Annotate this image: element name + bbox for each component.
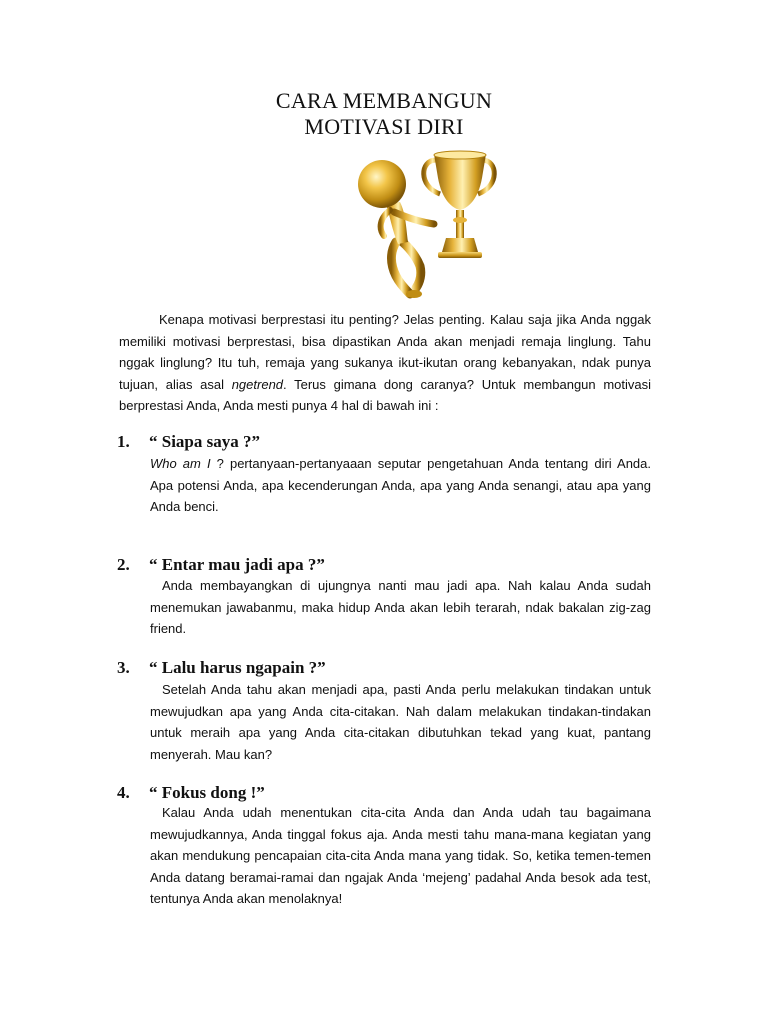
intro-italic-word: ngetrend [231,376,284,392]
section-4-body [150,802,651,910]
section-2-title: “ Entar mau jadi apa ?” [149,555,325,574]
section-3-number: 3. [117,658,130,677]
section-3-title: “ Lalu harus ngapain ?” [149,658,326,677]
document-title [0,88,768,140]
section-3-text: Setelah Anda tahu akan menjadi apa, pasti Anda perlu melakukan tindakan untuk mewujudkan apa yang Anda cita-citakan. Nah dalam melakukan tindakan-tindakan untuk meraih apa yang Anda cita-citakan dibutuhkan tekad yang kuat, pantang menyerah. Mau kan? [150,682,651,762]
title-line-1: CARA MEMBANGUN [275,88,493,113]
section-2-number: 2. [117,555,130,574]
intro-paragraph [119,309,651,417]
section-4-heading [117,783,265,803]
section-1-italic-lead: Who am I [150,456,211,471]
section-2-text: Anda membayangkan di ujungnya nanti mau jadi apa. Nah kalau Anda sudah menemukan jawabanmu, maka hidup Anda akan lebih terarah, ndak bakalan zig-zag friend. [150,578,651,636]
intro-text-2: . Terus gimana dong caranya? Untuk membangun motivasi berprestasi Anda, Anda mesti punya 4 hal di bawah ini : [119,376,652,413]
section-2-heading [117,555,325,575]
section-3-body [150,679,651,765]
title-line-2: MOTIVASI DIRI [304,114,464,139]
section-4-text: Kalau Anda udah menentukan cita-cita Anda dan Anda udah tau bagaimana mewujudkannya, Anda tinggal fokus aja. Anda mesti tahu mana-mana kegiatan yang akan mendukung pencapaian cita-cita Anda mana yang tidak. So, ketika temen-temen Anda datang beramai-ramai dan ngajak Anda ‘mejeng’ padahal Anda besok ada test, tentunya Anda akan menolaknya! [150,805,651,906]
intro-text-1: Kenapa motivasi berprestasi itu penting? Jelas penting. Kalau saja jika Anda nggak memiliki motivasi berprestasi, bisa dipastikan Anda akan menjadi remaja linglung. Tahu nggak linglung? Itu tuh, remaja yang sukanya ikut-ikutan orang kebanyakan, ndak punya tujuan, alias asal [119,312,651,392]
section-4-title: “ Fokus dong !” [149,783,265,802]
section-3-heading [117,658,326,678]
section-1-title: “ Siapa saya ?” [149,432,260,451]
section-2-body [150,575,651,640]
section-1-heading [117,432,260,452]
section-4-number: 4. [117,783,130,802]
golden-figure-with-trophy-icon [350,148,500,300]
section-1-body [150,453,651,518]
section-1-number: 1. [117,432,130,451]
section-1-text: ? pertanyaan-pertanyaaan seputar pengetahuan Anda tentang diri Anda. Apa potensi Anda, apa kecenderungan Anda, apa yang Anda senangi, atau apa yang Anda benci. [150,456,652,514]
